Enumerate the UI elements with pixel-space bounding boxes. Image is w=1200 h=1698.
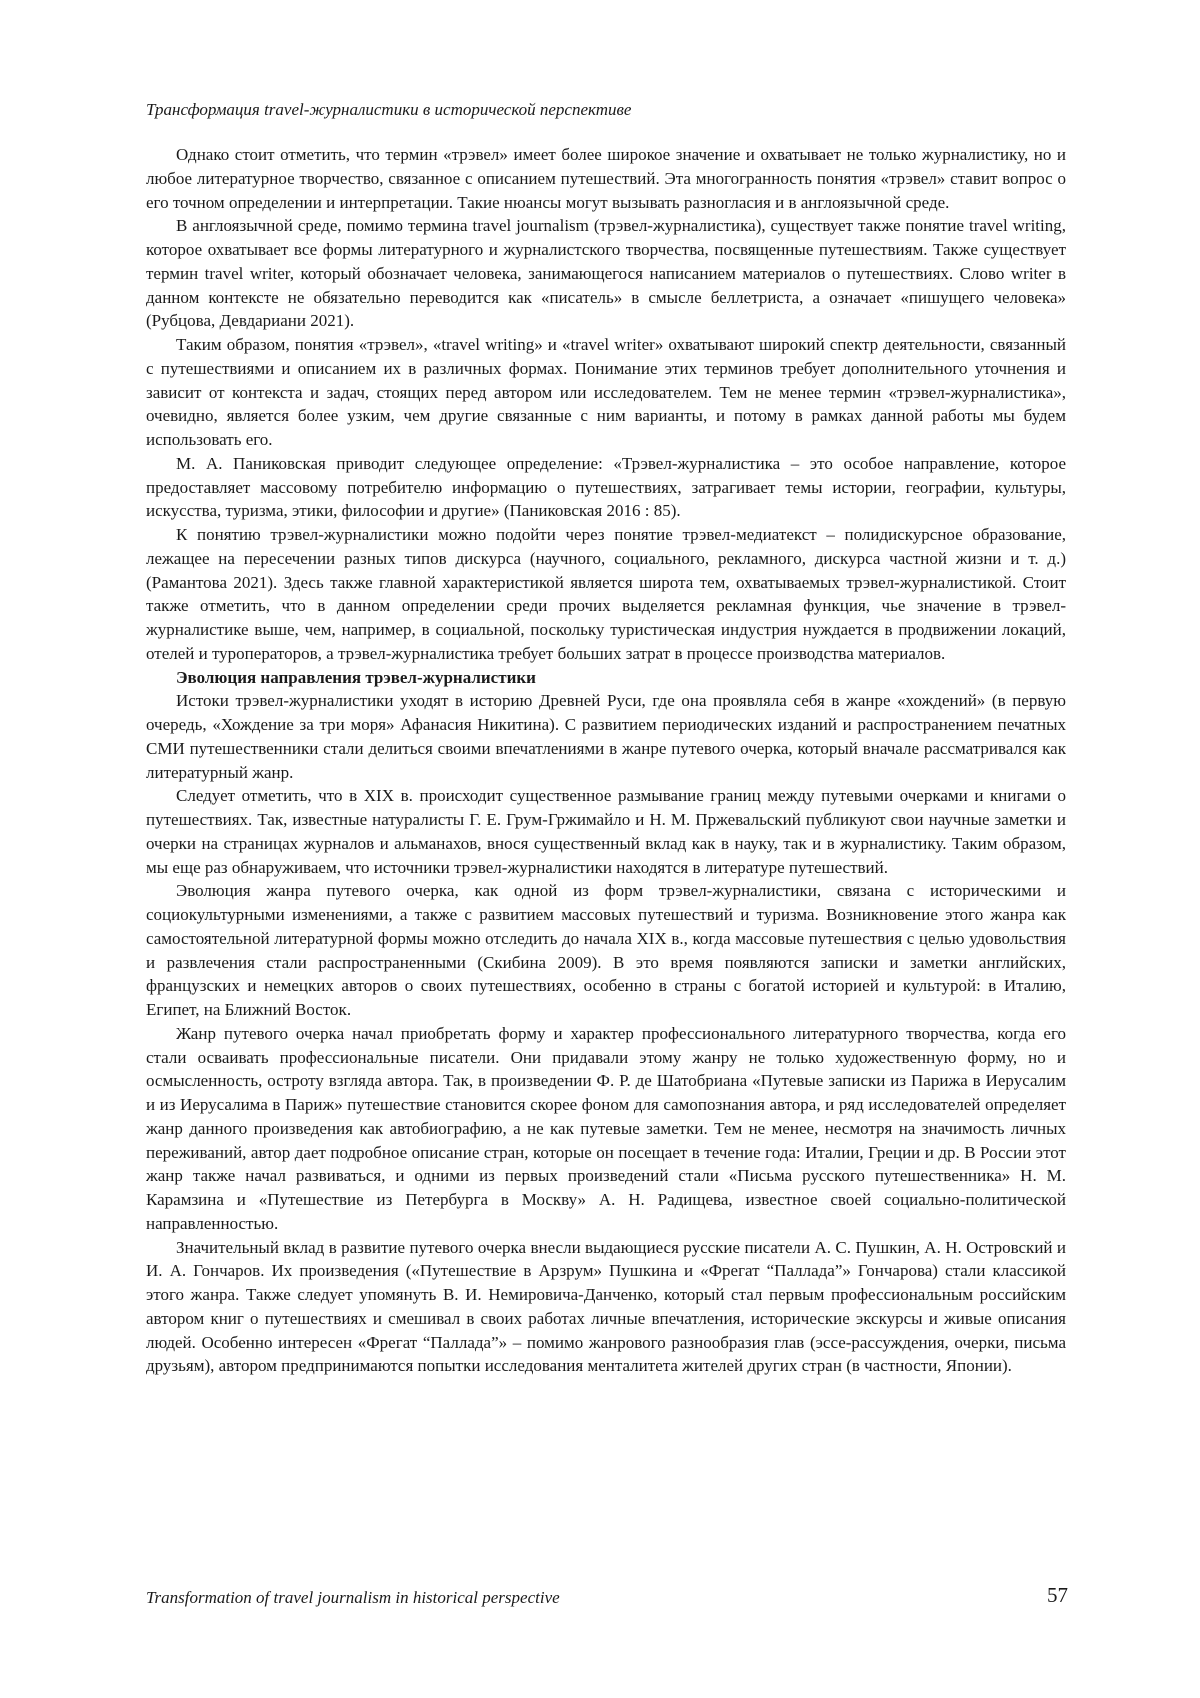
article-body: [146, 143, 1066, 1378]
paragraph: М. А. Паниковская приводит следующее определение: «Трэвел-журналистика – это особое направление, которое предоставляет массовому потребителю информацию о путешествиях, затрагивает темы истории, географии, культуры, искусства, туризма, этики, философии и другие» (Паниковская 2016 : 85).: [146, 453, 1066, 521]
page-number: 57: [1047, 1583, 1068, 1607]
paragraph: К понятию трэвел-журналистики можно подойти через понятие трэвел-медиатекст – полидискурсное образование, лежащее на пересечении разных типов дискурса (научного, социального, рекламного, дискурса частной жизни и т. д.) (Рамантова 2021). Здесь также главной характеристикой является широта тем, охватываемых трэвел-журналистикой. Стоит также отметить, что в данном определении среди прочих выделяется рекламная функция, чье значение в трэвел-журналистике выше, чем, например, в социальной, поскольку туристическая индустрия нуждается в продвижении локаций, отелей и туроператоров, а трэвел-журналистика требует больших затрат в процессе производства материалов.: [146, 525, 1066, 663]
paragraph: Истоки трэвел-журналистики уходят в историю Древней Руси, где она проявляла себя в жанре «хождений» (в первую очередь, «Хождение за три моря» Афанасия Никитина). С развитием периодических изданий и распространением печатных СМИ путешественники стали делиться своими впечатлениями в жанре путевого очерка, который вначале рассматривался как литературный жанр.: [146, 691, 1066, 782]
paragraph: Значительный вклад в развитие путевого очерка внесли выдающиеся русские писатели А. С. Пушкин, А. Н. Островский и И. А. Гончаров. Их произведения («Путешествие в Арзрум» Пушкина и «Фрегат “Паллада”» Гончарова) стали классикой этого жанра. Также следует упомянуть В. И. Немировича-Данченко, который стал первым профессиональным российским автором книг о путешествиях и смешивал в своих работах личные впечатления, исторические экскурсы и живые описания людей. Особенно интересен «Фрегат “Паллада”» – помимо жанрового разнообразия глав (эссе-рассуждения, очерки, письма друзьям), автором предпринимаются попытки исследования менталитета жителей других стран (в частности, Японии).: [146, 1237, 1066, 1376]
running-header: Трансформация travel-журналистики в исторической перспективе: [146, 100, 632, 119]
paragraph: Таким образом, понятия «трэвел», «travel writing» и «travel writer» охватывают широкий спектр деятельности, связанный с путешествиями и описанием их в различных формах. Понимание этих терминов требует дополнительного уточнения и зависит от контекста и задач, стоящих перед автором или исследователем. Тем не менее термин «трэвел-журналистика», очевидно, является более узким, чем другие связанные с ним варианты, и потому в рамках данной работы мы будем использовать его.: [146, 335, 1066, 449]
paragraph: Следует отметить, что в XIX в. происходит существенное размывание границ между путевыми очерками и книгами о путешествиях. Так, известные натуралисты Г. Е. Грум-Гржимайло и Н. М. Пржевальский публикуют свои научные заметки и очерки на страницах журналов и альманахов, внося существенный вклад как в науку, так и в журналистику. Таким образом, мы еще раз обнаруживаем, что источники трэвел-журналистики находятся в литературе путешествий.: [146, 786, 1066, 877]
paragraph: Эволюция жанра путевого очерка, как одной из форм трэвел-журналистики, связана с историческими и социокультурными изменениями, а также с развитием массовых путешествий и туризма. Возникновение этого жанра как самостоятельной литературной формы можно отследить до начала XIX в., когда массовые путешествия с целью удовольствия и развлечения стали распространенными (Скибина 2009). В это время появляются записки и заметки английских, французских и немецких авторов о своих путешествиях, особенно в страны с богатой историей и культурой: в Италию, Египет, на Ближний Восток.: [146, 881, 1066, 1019]
paragraph: Жанр путевого очерка начал приобретать форму и характер профессионального литературного творчества, когда его стали осваивать профессиональные писатели. Они придавали этому жанру не только художественную форму, но и осмысленность, остроту взгляда автора. Так, в произведении Ф. Р. де Шатобриана «Путевые записки из Парижа в Иерусалим и из Иерусалима в Париж» путешествие становится скорее фоном для самопознания автора, и ряд исследователей определяет жанр данного произведения как автобиографию, а не как путевые заметки. Тем не менее, несмотря на значимость личных переживаний, автор дает подробное описание стран, которые он посещает в течение года: Италии, Греции и др. В России этот жанр также начал развиваться, и одними из первых произведений стали «Письма русского путешественника» Н. М. Карамзина и «Путешествие из Петербурга в Москву» А. Н. Радищева, известное своей социально-политической направленностью.: [146, 1023, 1066, 1233]
paragraph: В англоязычной среде, помимо термина travel journalism (трэвел-журналистика), существует также понятие travel writing, которое охватывает все формы литературного и журналистского творчества, посвященные путешествиям. Также существует термин travel writer, который обозначает человека, занимающегося написанием материалов о путешествиях. Слово writer в данном контексте не обязательно переводится как «писатель» в смысле беллетриста, а означает «пишущего человека» (Рубцова, Девдариани 2021).: [146, 216, 1066, 331]
running-footer: Transformation of travel journalism in historical perspective: [146, 1588, 560, 1607]
section-heading: Эволюция направления трэвел-журналистики: [176, 667, 536, 687]
paragraph: Однако стоит отметить, что термин «трэвел» имеет более широкое значение и охватывает не только журналистику, но и любое литературное творчество, связанное с описанием путешествий. Эта многогранность понятия «трэвел» ставит вопрос о его точном определении и интерпретации. Такие нюансы могут вызывать разногласия и в англоязычной среде.: [146, 145, 1066, 212]
